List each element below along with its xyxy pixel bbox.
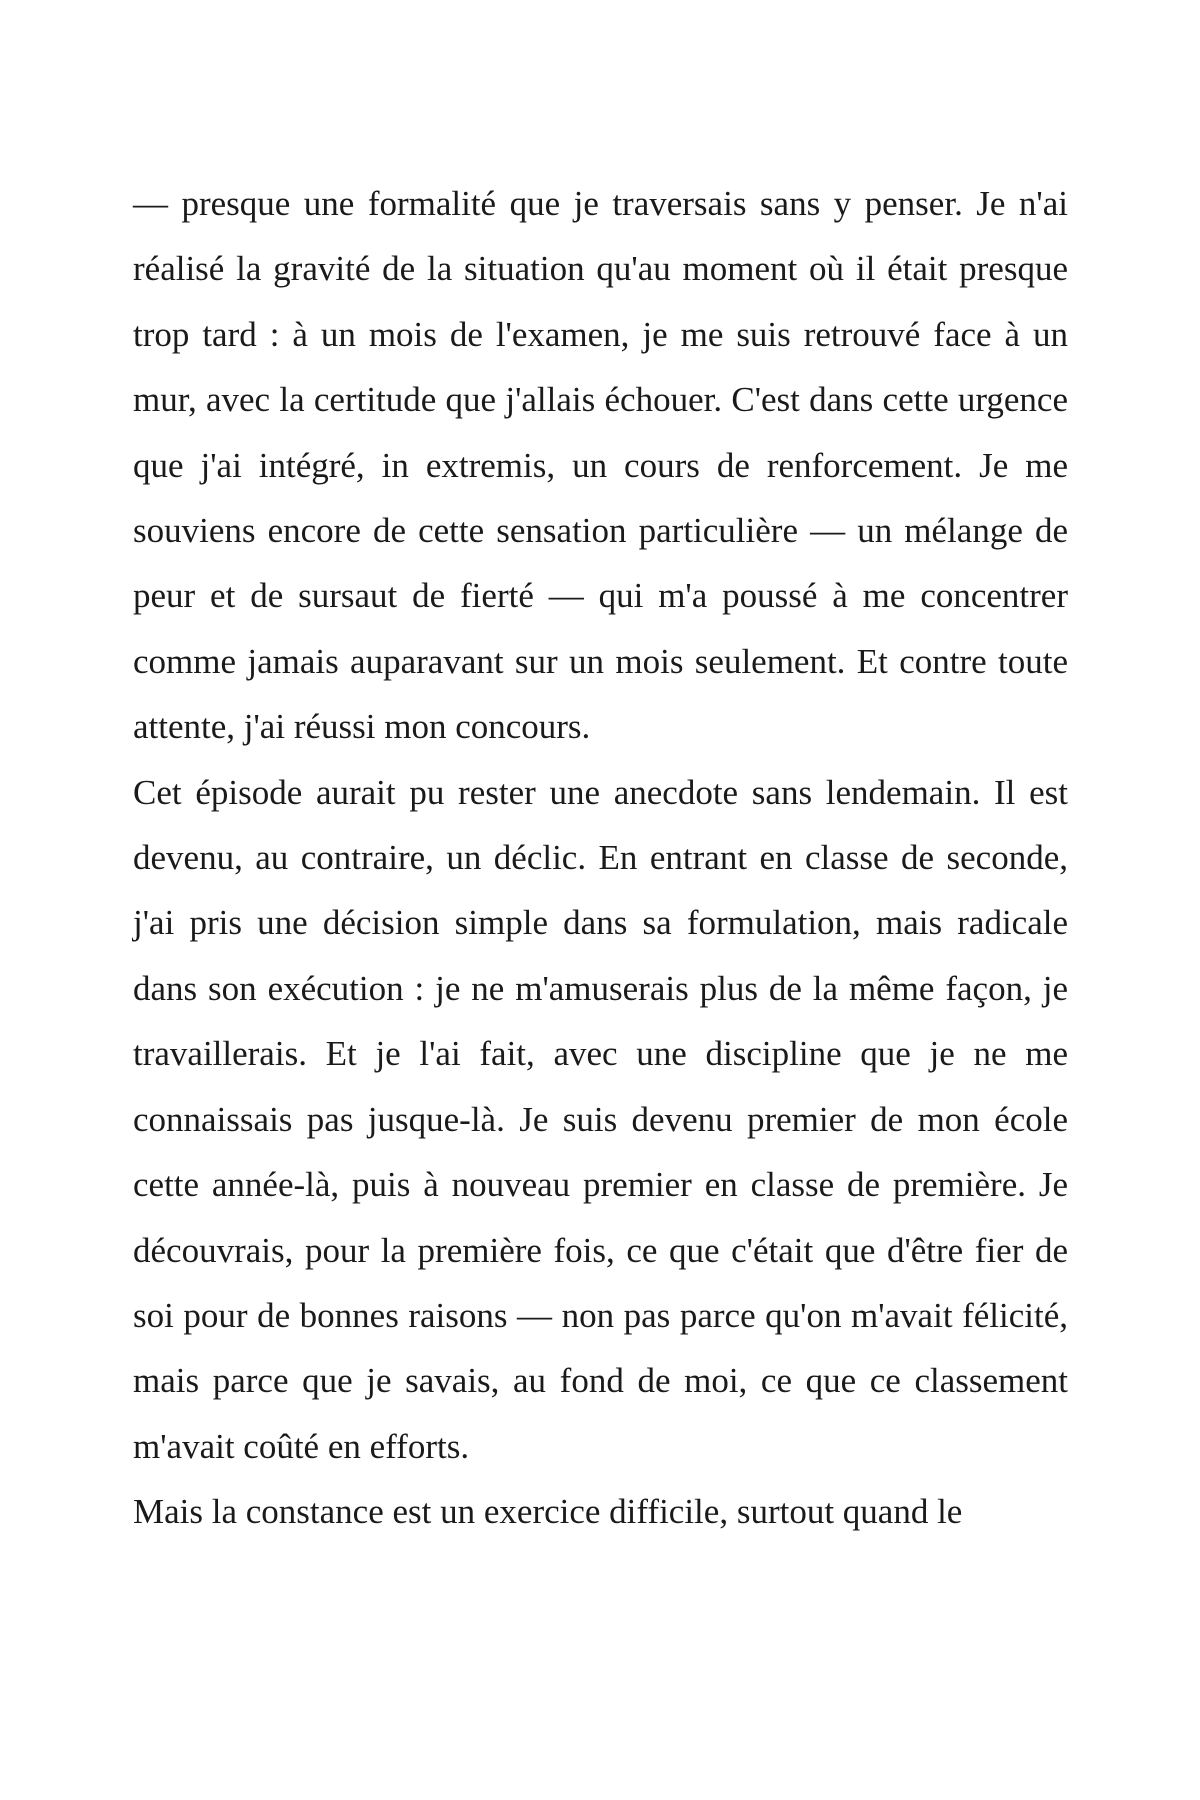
paragraph-2: Cet épisode aurait pu rester une anecdote sans lendemain. Il est devenu, au contraire, un déclic. En entrant en classe de seconde, j'ai pris une décision simple dans sa formulation, mais radicale dans son exécution : je ne m'amuserais plus de la même façon, je travaillerais. Et je l'ai fait, avec une discipline que je ne me connaissais pas jusque-là. Je suis devenu premier de mon école cette année-là, puis à nouveau premier en classe de première. Je découvrais, pour la première fois, ce que c'était que d'être fier de soi pour de bonnes raisons — non pas parce qu'on m'avait félicité, mais parce que je savais, au fond de moi, ce que ce classement m'avait coûté en efforts. — [133, 772, 1068, 1466]
body-text — [133, 171, 1068, 1545]
paragraph-1: — presque une formalité que je traversais sans y penser. Je n'ai réalisé la gravité de la situation qu'au moment où il était presque trop tard : à un mois de l'examen, je me suis retrouvé face à un mur, avec la certitude que j'allais échouer. C'est dans cette urgence que j'ai intégré, in extremis, un cours de renforcement. Je me souviens encore de cette sensation particulière — un mélange de peur et de sursaut de fierté — qui m'a poussé à me concentrer comme jamais auparavant sur un mois seulement. Et contre toute attente, j'ai réussi mon concours. — [133, 184, 1068, 747]
paragraph-3: Mais la constance est un exercice difficile, surtout quand le — [133, 1492, 963, 1532]
